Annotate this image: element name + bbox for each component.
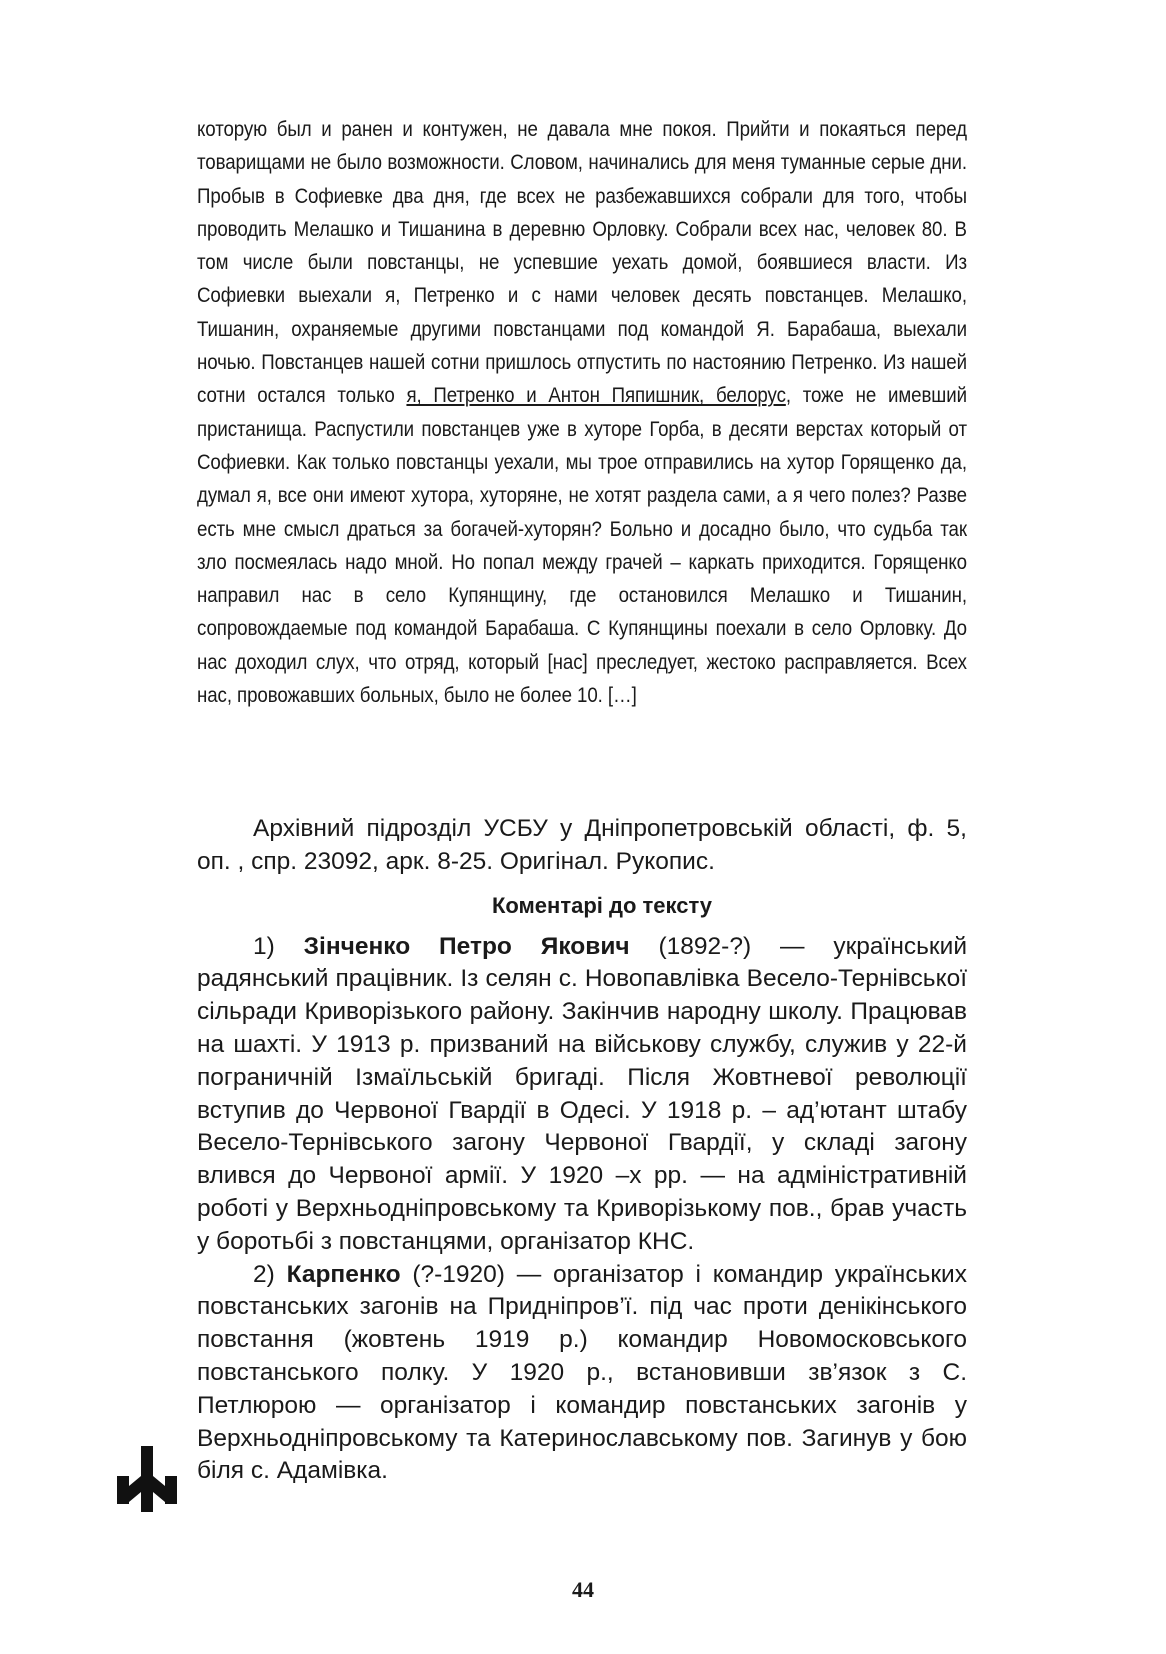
letter-underlined: я, Петренко и Антон Пяпишник, белорус: [406, 383, 786, 408]
page-content: [197, 113, 967, 1488]
trident-emblem-icon: [117, 1446, 177, 1512]
letter-wrap: [197, 113, 967, 813]
note-1: [197, 931, 967, 1259]
note-2: [197, 1259, 967, 1489]
comments-heading: Коментарі до тексту: [491, 892, 713, 918]
note-2-text: (?-1920) — організатор і командир українських повстанських загонів на Придніпров’ї. під час проти денікінського повстання (жовтень 1919 р.) командир Новомосковського повстанського полку. У 1920 р., встановивши зв’язок з С. Петлюрою — організатор і командир повстанських загонів у Верхньодніпровському та Катеринославському пов. Загинув у бою біля с. Адамівка.: [197, 1260, 967, 1485]
letter-part-2: , тоже не имевший пристанища. Распустили повстанцев уже в хуторе Горба, в десяти верстах который от Софиевки. Как только повстанцы уехали, мы трое отправились на хутор Горященко да, думал я, все они имеют хутора, хуторяне, не хотят раздела сами, а я чего полез? Разве есть мне смысл драться за богачей-хуторян? Больно и досадно было, что судьба так зло посмеялась надо мной. Но попал между грачей – каркать приходится. Горященко направил нас в село Купянщину, где остановился Мелашко и Тишанин, сопровождаемые под командой Барабаша. С Купянщины поехали в село Орловку. До нас доходил слух, что отряд, который [нас] преследует, жестоко расправляется. Всех нас, провожавших больных, было не более 10. […]: [197, 383, 967, 708]
note-2-num: 2): [253, 1260, 275, 1288]
note-1-name: Зінченко Петро Якович: [303, 932, 630, 960]
page-number: 44: [572, 1577, 594, 1602]
letter-text: [197, 113, 967, 712]
note-1-num: 1): [253, 932, 275, 960]
note-2-name: Карпенко: [286, 1260, 401, 1288]
archive-reference: Архівний підрозділ УСБУ у Дніпропетровській області, ф. 5, оп. , спр. 23092, арк. 8-25. Оригінал. Рукопис.: [197, 815, 967, 875]
note-1-text: (1892-?) — український радянський працівник. Із селян с. Новопавлівка Весело-Тернівської сільради Криворізького району. Закінчив народну школу. Працював на шахті. У 1913 р. призваний на військову службу, служив у 22-й пограничній Ізмаїльській бригаді. Після Жовтневої революції вступив до Червоної Гвардії в Одесі. У 1918 р. – ад’ютант штабу Весело-Тернівського загону Червоної Гвардії, у складі загону влився до Червоної армії. У 1920 –х рр. — на адміністративній роботі у Верхньодніпровському та Криворізькому пов., брав участь у боротьбі з повстанцями, організатор КНС.: [197, 932, 967, 1255]
letter-part-1: которую был и ранен и контужен, не давала мне покоя. Прийти и покаяться перед товарищами не было возможности. Словом, начинались для меня туманные серые дни. Пробыв в Софиевке два дня, где всех не разбежавшихся собрали для того, чтобы проводить Мелашко и Тишанина в деревню Орловку. Собрали всех нас, человек 80. В том числе были повстанцы, не успевшие уехать домой, боявшиеся власти. Из Софиевки выехали я, Петренко и с нами человек десять повстанцев. Мелашко, Тишанин, охраняемые другими повстанцами под командой Я. Барабаша, выехали ночью. Повстанцев нашей сотни пришлось отпустить по настоянию Петренко. Из нашей сотни остался только: [197, 117, 967, 408]
